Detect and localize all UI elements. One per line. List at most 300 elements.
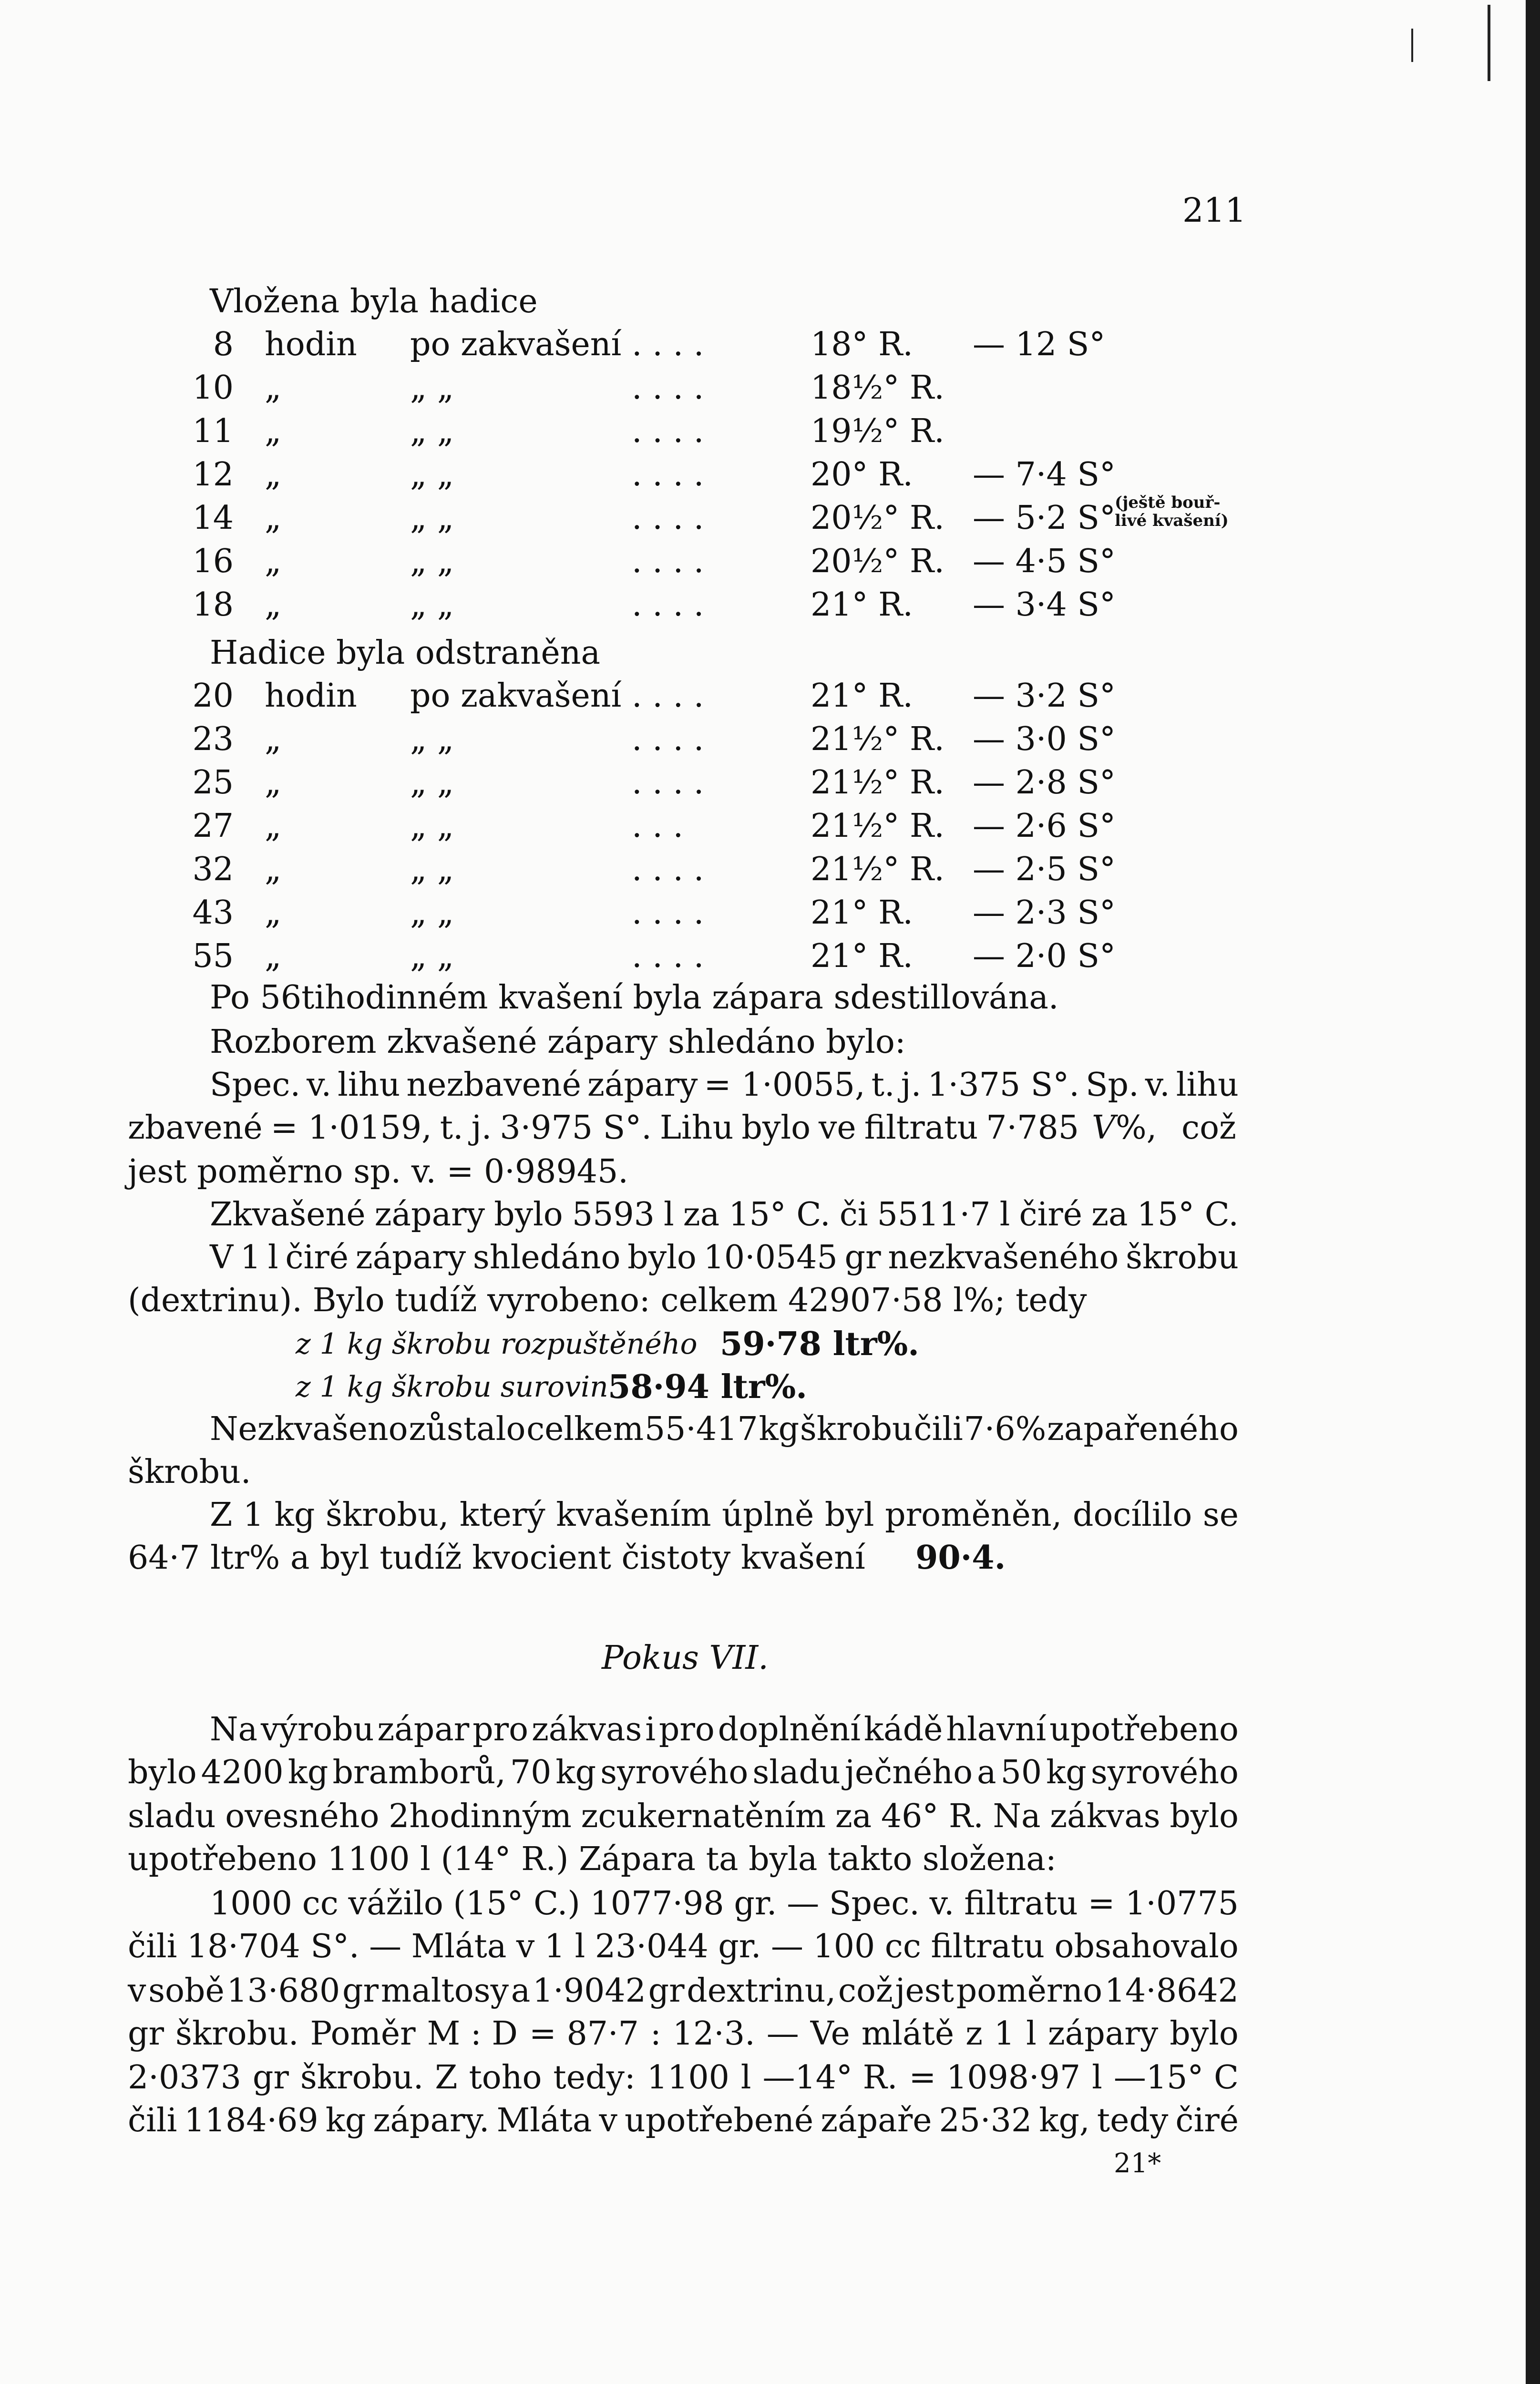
temperature-cell: 21° R. bbox=[811, 677, 913, 715]
word: — bbox=[766, 2015, 799, 2053]
word: l bbox=[740, 2059, 751, 2096]
hour-cell: 32 bbox=[192, 851, 234, 888]
justified-words bbox=[210, 1062, 1239, 1108]
word: za bbox=[835, 1798, 872, 1835]
saccharometer-cell: — 5·2 S° bbox=[973, 499, 1116, 537]
word: gr bbox=[252, 2059, 289, 2096]
word: 12·3. bbox=[672, 2015, 755, 2053]
word: 1 bbox=[243, 1496, 264, 1534]
paragraph-line bbox=[0, 2011, 1526, 2056]
word: a bbox=[511, 1972, 531, 2010]
saccharometer-cell: — 2·5 S° bbox=[973, 851, 1116, 888]
word: maltosy bbox=[380, 1972, 509, 2010]
justified-words bbox=[128, 2055, 1239, 2100]
leader-dots: . . . . bbox=[632, 764, 704, 802]
word: —14° R. bbox=[762, 2059, 898, 2096]
yield-line: z 1 kg škrobu rozpuštěného 59·78 ltr%. bbox=[296, 1325, 919, 1363]
word: čili bbox=[914, 1410, 963, 1448]
word: vážilo bbox=[348, 1885, 443, 1922]
phase-cell: po zakvašení bbox=[410, 677, 622, 715]
word: škrobu. bbox=[175, 2015, 299, 2053]
word: bylo bbox=[128, 1754, 197, 1791]
side-note: (ještě bouř- livé kvašení) bbox=[1115, 493, 1229, 530]
word: Spec. bbox=[210, 1066, 301, 1104]
word: filtratu bbox=[931, 1928, 1045, 1965]
table-row bbox=[0, 847, 1526, 892]
word: Z bbox=[210, 1496, 233, 1534]
scan-edge-mark bbox=[1411, 29, 1413, 62]
paragraph-line bbox=[0, 1794, 1526, 1839]
word: zápary bbox=[374, 1196, 485, 1233]
justified-words bbox=[128, 2011, 1239, 2056]
word: ovesného bbox=[225, 1798, 380, 1835]
unit-cell: „ bbox=[265, 456, 282, 493]
word: —15° C bbox=[1113, 2059, 1239, 2096]
word: pro bbox=[658, 1711, 715, 1748]
word: Ve bbox=[810, 2015, 850, 2053]
phase-cell: „ „ bbox=[410, 807, 454, 845]
word: a bbox=[977, 1754, 996, 1791]
word: bylo bbox=[741, 1109, 811, 1147]
word: 14·8642 bbox=[1104, 1972, 1239, 2010]
temperature-cell: 20½° R. bbox=[811, 499, 945, 537]
word: 7·6% bbox=[964, 1410, 1047, 1448]
word: zápary. bbox=[373, 2102, 490, 2139]
word: bylo bbox=[494, 1196, 563, 1233]
word: zbavené bbox=[128, 1109, 263, 1147]
word: 2hodinným bbox=[389, 1798, 572, 1835]
word: 1077·98 bbox=[590, 1885, 724, 1922]
word: celkem bbox=[526, 1410, 644, 1448]
justified-words bbox=[128, 1794, 1239, 1839]
word: Sp. bbox=[1085, 1066, 1139, 1104]
hour-cell: 55 bbox=[192, 937, 234, 975]
word: nezbavené bbox=[406, 1066, 581, 1104]
word: zápary bbox=[355, 1239, 466, 1276]
hour-cell: 8 bbox=[213, 326, 234, 363]
table-row bbox=[0, 934, 1526, 979]
word: čili bbox=[128, 2102, 177, 2139]
word: 100 bbox=[813, 1928, 875, 1965]
temperature-cell: 20° R. bbox=[811, 456, 913, 493]
word: z bbox=[965, 2015, 983, 2053]
word: mlátě bbox=[861, 2015, 955, 2053]
temperature-cell: 21° R. bbox=[811, 937, 913, 975]
leader-dots: . . . . bbox=[632, 543, 704, 580]
leader-dots: . . . . bbox=[632, 586, 704, 624]
word: docílilo bbox=[1072, 1496, 1192, 1534]
word: kg bbox=[1046, 1754, 1087, 1791]
unit-cell: hodin bbox=[265, 677, 357, 715]
word: bylo bbox=[1170, 2015, 1239, 2053]
unit-cell: „ bbox=[265, 586, 282, 624]
word: filtratu bbox=[864, 1109, 978, 1147]
paragraph-line bbox=[0, 1192, 1526, 1237]
paragraph-line bbox=[0, 1707, 1526, 1752]
word: gr bbox=[342, 1972, 379, 2010]
word: l bbox=[999, 1196, 1010, 1233]
unit-cell: „ bbox=[265, 937, 282, 975]
paragraph-line: jest poměrno sp. v. = 0·98945. bbox=[128, 1153, 628, 1191]
word: obsahovalo bbox=[1054, 1928, 1239, 1965]
word: Na bbox=[210, 1711, 258, 1748]
leader-dots: . . . . bbox=[632, 937, 704, 975]
word: poměrno bbox=[956, 1972, 1103, 2010]
word: nezkvašeného bbox=[888, 1239, 1119, 1276]
saccharometer-cell: — 4·5 S° bbox=[973, 543, 1116, 580]
word: = 1098·97 bbox=[909, 2059, 1081, 2096]
word: zápary bbox=[1047, 2015, 1159, 2053]
word: Mláta bbox=[496, 2102, 592, 2139]
temperature-cell: 21½° R. bbox=[811, 807, 945, 845]
word: = 1·0159, bbox=[270, 1109, 432, 1147]
temperature-cell: 21½° R. bbox=[811, 851, 945, 888]
word: 7·785 bbox=[986, 1109, 1079, 1147]
table-row bbox=[0, 803, 1526, 849]
table-row bbox=[0, 322, 1526, 367]
word: — bbox=[369, 1928, 402, 1965]
word: V bbox=[210, 1239, 234, 1276]
word: M : D bbox=[427, 2015, 518, 2053]
word: — bbox=[770, 1928, 803, 1965]
word: j. bbox=[471, 1109, 492, 1147]
word: lihu bbox=[338, 1066, 400, 1104]
word: kádě bbox=[863, 1711, 943, 1748]
word: l bbox=[1026, 2015, 1037, 2053]
hour-cell: 11 bbox=[192, 412, 234, 450]
word: sladu bbox=[128, 1798, 216, 1835]
word: škrobu. bbox=[300, 2059, 424, 2096]
hour-cell: 27 bbox=[192, 807, 234, 845]
word: l bbox=[1092, 2059, 1102, 2096]
justified-words bbox=[128, 1968, 1239, 2014]
scan-edge-mark bbox=[1488, 5, 1490, 81]
word: čili bbox=[128, 1928, 177, 1965]
word: sladu bbox=[752, 1754, 841, 1791]
paragraph-line: Rozborem zkvašené zápary shledáno bylo: bbox=[210, 1023, 906, 1061]
word: zůstalo bbox=[409, 1410, 526, 1448]
leader-dots: . . . . bbox=[632, 326, 704, 363]
justified-words bbox=[210, 1235, 1239, 1280]
word: shledáno bbox=[472, 1239, 621, 1276]
temperature-cell: 20½° R. bbox=[811, 543, 945, 580]
word: úplně bbox=[722, 1496, 814, 1534]
justified-words bbox=[128, 1924, 1239, 1969]
justified-words bbox=[128, 1105, 1079, 1151]
word: Lihu bbox=[659, 1109, 734, 1147]
word: hlavní bbox=[946, 1711, 1047, 1748]
word: zapařeného bbox=[1047, 1410, 1239, 1448]
paragraph-line bbox=[0, 1407, 1526, 1452]
word: Spec. bbox=[829, 1885, 920, 1922]
word: kg bbox=[287, 1754, 329, 1791]
word: 2·0373 bbox=[128, 2059, 241, 2096]
word: kg bbox=[274, 1496, 315, 1534]
word: 70 bbox=[510, 1754, 552, 1791]
hour-cell: 43 bbox=[192, 894, 234, 932]
word: gr. bbox=[718, 1928, 761, 1965]
word: 18·704 S°. bbox=[186, 1928, 359, 1965]
phase-cell: „ „ bbox=[410, 412, 454, 450]
word: 46° R. bbox=[881, 1798, 984, 1835]
word: doplnění bbox=[718, 1711, 861, 1748]
table-row bbox=[0, 539, 1526, 584]
word: 25·32 bbox=[939, 2102, 1032, 2139]
paragraph-line: (dextrinu). Bylo tudíž vyrobeno: celkem 42907·58 l%; tedy bbox=[128, 1282, 1087, 1319]
justified-words bbox=[128, 1750, 1239, 1795]
justified-words bbox=[128, 2098, 1239, 2143]
word: za bbox=[683, 1196, 720, 1233]
word: kg bbox=[759, 1410, 800, 1448]
header-line: Vložena byla hadice bbox=[210, 283, 538, 320]
unit-cell: hodin bbox=[265, 326, 357, 363]
word: — bbox=[787, 1885, 820, 1922]
word: syrového bbox=[600, 1754, 749, 1791]
paragraph-line: upotřebeno 1100 l (14° R.) Zápara ta byla takto složena: bbox=[128, 1840, 1057, 1878]
word: pro bbox=[472, 1711, 529, 1748]
word: 1·375 S°. bbox=[927, 1066, 1079, 1104]
word: l bbox=[575, 1928, 585, 1965]
phase-cell: „ „ bbox=[410, 720, 454, 758]
word: 4200 bbox=[201, 1754, 284, 1791]
word: dextrinu, bbox=[687, 1972, 836, 2010]
word: za bbox=[1091, 1196, 1128, 1233]
word: byl bbox=[824, 1496, 874, 1534]
justified-words bbox=[210, 1492, 1239, 1538]
word: bylo bbox=[627, 1239, 697, 1276]
unit-cell: „ bbox=[265, 894, 282, 932]
leader-dots: . . . bbox=[632, 807, 684, 845]
word: ječného bbox=[844, 1754, 973, 1791]
word: 13·680 bbox=[226, 1972, 340, 2010]
phase-cell: „ „ bbox=[410, 764, 454, 802]
word: zákvas bbox=[531, 1711, 642, 1748]
word: 1000 bbox=[210, 1885, 293, 1922]
word: 15° C. bbox=[1137, 1196, 1239, 1233]
word: Poměr bbox=[310, 2015, 416, 2053]
word: t. bbox=[440, 1109, 463, 1147]
word: který bbox=[460, 1496, 545, 1534]
word: 3·975 S°. bbox=[500, 1109, 652, 1147]
paragraph-line bbox=[0, 1235, 1526, 1280]
word: kg bbox=[325, 2102, 366, 2139]
word: či bbox=[839, 1196, 868, 1233]
word: zápaře bbox=[821, 2102, 932, 2139]
phase-cell: po zakvašení bbox=[410, 326, 622, 363]
word: škrobu bbox=[800, 1410, 913, 1448]
word: 50 bbox=[1000, 1754, 1042, 1791]
temperature-cell: 21° R. bbox=[811, 894, 913, 932]
word: kg bbox=[555, 1754, 596, 1791]
word: tedy bbox=[1097, 2102, 1169, 2139]
word: 1 bbox=[240, 1239, 261, 1276]
word: toho bbox=[469, 2059, 542, 2096]
word: výrobu bbox=[260, 1711, 374, 1748]
saccharometer-cell: — 7·4 S° bbox=[973, 456, 1116, 493]
justified-words bbox=[210, 1707, 1239, 1752]
word: gr bbox=[844, 1239, 881, 1276]
word: j. bbox=[901, 1066, 922, 1104]
paragraph-line: Po 56tihodinném kvašení byla zápara sdestillována. bbox=[210, 979, 1059, 1017]
word: se bbox=[1202, 1496, 1239, 1534]
temperature-cell: 21° R. bbox=[811, 586, 913, 624]
word: 5593 bbox=[572, 1196, 655, 1233]
paragraph-line bbox=[0, 1924, 1526, 1969]
word: 55·417 bbox=[644, 1410, 758, 1448]
phase-cell: „ „ bbox=[410, 851, 454, 888]
word: 5511·7 bbox=[877, 1196, 991, 1233]
word: gr bbox=[648, 1972, 685, 2010]
word: 1·9042 bbox=[532, 1972, 646, 2010]
word: 1184·69 bbox=[184, 2102, 318, 2139]
word: 1100 bbox=[647, 2059, 729, 2096]
unit-cell: „ bbox=[265, 412, 282, 450]
unit-cell: „ bbox=[265, 499, 282, 537]
leader-dots: . . . . bbox=[632, 369, 704, 407]
signature-mark: 21* bbox=[1114, 2148, 1161, 2179]
word: bramborů, bbox=[332, 1754, 506, 1791]
word: v bbox=[599, 2102, 617, 2139]
justified-words bbox=[210, 1881, 1239, 1926]
word: : bbox=[650, 2015, 661, 2053]
word: gr. bbox=[734, 1885, 777, 1922]
table-row bbox=[0, 409, 1526, 454]
unit-cell: „ bbox=[265, 369, 282, 407]
hose-removed-line: Hadice byla odstraněna bbox=[210, 634, 601, 672]
unit-cell: „ bbox=[265, 543, 282, 580]
table-row bbox=[0, 452, 1526, 497]
word: v bbox=[128, 1972, 146, 2010]
word: čiré bbox=[1019, 1196, 1083, 1233]
temperature-cell: 18° R. bbox=[811, 326, 913, 363]
word: škrobu, bbox=[325, 1496, 449, 1534]
unit-cell: „ bbox=[265, 807, 282, 845]
leader-dots: . . . . bbox=[632, 456, 704, 493]
word: = 87·7 bbox=[529, 2015, 639, 2053]
saccharometer-cell: — 3·4 S° bbox=[973, 586, 1116, 624]
word: (15° C.) bbox=[453, 1885, 580, 1922]
hour-cell: 18 bbox=[192, 586, 234, 624]
word: 10·0545 bbox=[703, 1239, 838, 1276]
saccharometer-cell: — 2·3 S° bbox=[973, 894, 1116, 932]
word: 1 bbox=[994, 2015, 1015, 2053]
unit-cell: „ bbox=[265, 764, 282, 802]
justified-words bbox=[210, 1407, 1239, 1452]
table-row bbox=[0, 760, 1526, 805]
paragraph-line bbox=[0, 2098, 1526, 2143]
word: l bbox=[663, 1196, 674, 1233]
hour-cell: 14 bbox=[192, 499, 234, 537]
temperature-cell: 18½° R. bbox=[811, 369, 945, 407]
word: zcukernatěním bbox=[581, 1798, 826, 1835]
word: Nezkvašeno bbox=[210, 1410, 408, 1448]
table-row bbox=[0, 495, 1526, 541]
yield-line: z 1 kg škrobu surovin 58·94 ltr%. bbox=[296, 1368, 807, 1406]
word: čiré bbox=[285, 1239, 349, 1276]
word: i bbox=[645, 1711, 656, 1748]
word: Zkvašené bbox=[210, 1196, 366, 1233]
paragraph-line bbox=[0, 1968, 1526, 2014]
page-number: 211 bbox=[1182, 191, 1246, 230]
hour-cell: 23 bbox=[192, 720, 234, 758]
leader-dots: . . . . bbox=[632, 677, 704, 715]
hour-cell: 20 bbox=[192, 677, 234, 715]
saccharometer-cell: — 2·6 S° bbox=[973, 807, 1116, 845]
phase-cell: „ „ bbox=[410, 894, 454, 932]
paragraph-line: škrobu. bbox=[128, 1453, 251, 1491]
word: gr bbox=[128, 2015, 164, 2053]
phase-cell: „ „ bbox=[410, 456, 454, 493]
leader-dots: . . . . bbox=[632, 412, 704, 450]
phase-cell: „ „ bbox=[410, 543, 454, 580]
unit-cell: „ bbox=[265, 720, 282, 758]
word: syrového bbox=[1090, 1754, 1239, 1791]
word: 1 bbox=[544, 1928, 565, 1965]
hour-cell: 25 bbox=[192, 764, 234, 802]
table-row bbox=[0, 673, 1526, 719]
table-row bbox=[0, 582, 1526, 627]
word: 15° C. bbox=[729, 1196, 831, 1233]
paragraph-line bbox=[0, 1062, 1526, 1108]
word: v. bbox=[307, 1066, 332, 1104]
paragraph-line bbox=[0, 2055, 1526, 2100]
word: což bbox=[838, 1972, 893, 2010]
leader-dots: . . . . bbox=[632, 894, 704, 932]
word: v. bbox=[929, 1885, 955, 1922]
word: = 1·0775 bbox=[1088, 1885, 1239, 1922]
hour-cell: 12 bbox=[192, 456, 234, 493]
justified-words bbox=[210, 1192, 1239, 1237]
saccharometer-cell: — 3·2 S° bbox=[973, 677, 1116, 715]
word: lihu bbox=[1176, 1066, 1239, 1104]
phase-cell: „ „ bbox=[410, 369, 454, 407]
word: 23·044 bbox=[595, 1928, 708, 1965]
word: sobě bbox=[148, 1972, 225, 2010]
phase-cell: „ „ bbox=[410, 499, 454, 537]
leader-dots: . . . . bbox=[632, 499, 704, 537]
word: t. bbox=[871, 1066, 895, 1104]
word: upotřebené bbox=[625, 2102, 814, 2139]
section-title: Pokus VII. bbox=[602, 1639, 769, 1677]
word: škrobu bbox=[1126, 1239, 1239, 1276]
word: kvašením bbox=[556, 1496, 711, 1534]
word: bylo bbox=[1170, 1798, 1239, 1835]
table-row bbox=[0, 890, 1526, 935]
word: jest bbox=[895, 1972, 954, 2010]
hour-cell: 16 bbox=[192, 543, 234, 580]
paragraph-line: 64·7 ltr% a byl tudíž kvocient čistoty kvašení 90·4. bbox=[128, 1539, 1006, 1577]
temperature-cell: 21½° R. bbox=[811, 720, 945, 758]
phase-cell: „ „ bbox=[410, 586, 454, 624]
leader-dots: . . . . bbox=[632, 851, 704, 888]
table-row bbox=[0, 365, 1526, 411]
leader-dots: . . . . bbox=[632, 720, 704, 758]
saccharometer-cell: — 2·0 S° bbox=[973, 937, 1116, 975]
word: zápar bbox=[377, 1711, 470, 1748]
word: filtratu bbox=[964, 1885, 1078, 1922]
paragraph-line bbox=[0, 1492, 1526, 1538]
word: zákvas bbox=[1050, 1798, 1160, 1835]
word: čiré bbox=[1175, 2102, 1239, 2139]
word: tedy: bbox=[553, 2059, 636, 2096]
word: Na bbox=[993, 1798, 1041, 1835]
word: v bbox=[516, 1928, 535, 1965]
word: v. bbox=[1145, 1066, 1170, 1104]
word: upotřebeno bbox=[1049, 1711, 1239, 1748]
temperature-cell: 19½° R. bbox=[811, 412, 945, 450]
saccharometer-cell: — 3·0 S° bbox=[973, 720, 1116, 758]
word: Z bbox=[435, 2059, 458, 2096]
